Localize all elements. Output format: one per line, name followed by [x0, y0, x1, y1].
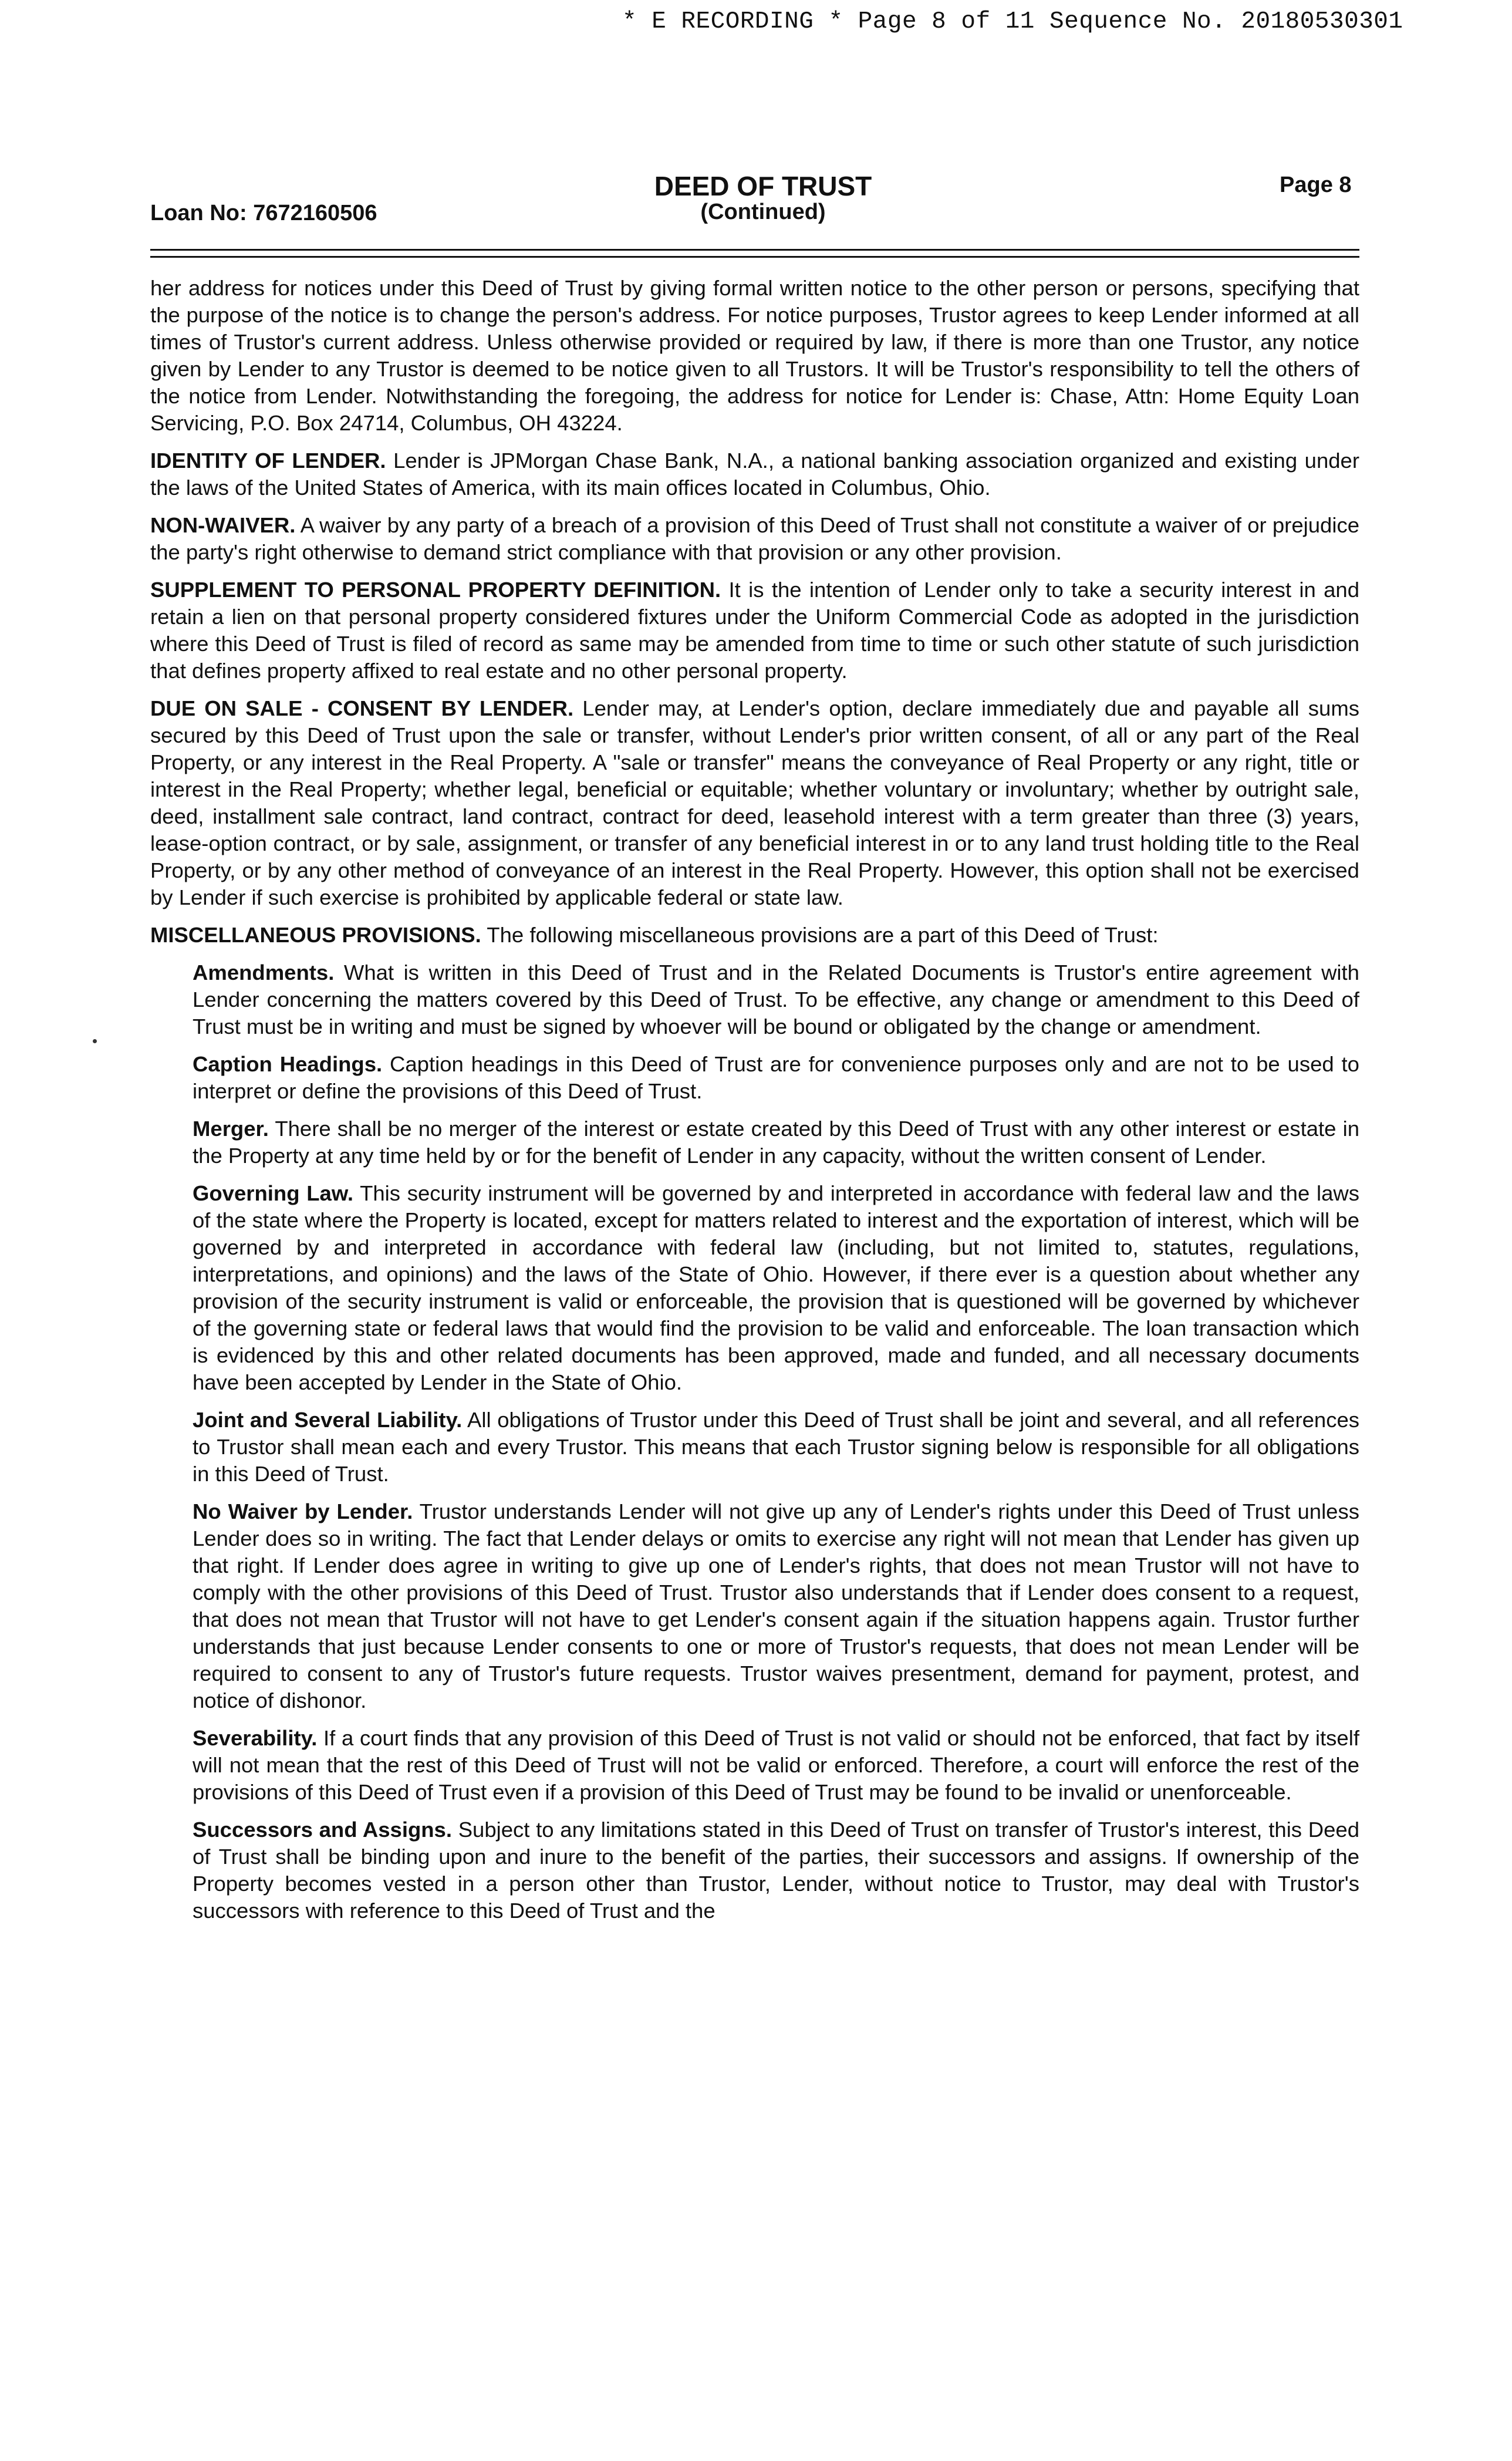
section-heading: SUPPLEMENT TO PERSONAL PROPERTY DEFINITION.: [150, 578, 721, 602]
no-waiver-by-lender-provision: [193, 1498, 1359, 1714]
provision-text: If a court finds that any provision of this Deed of Trust is not valid or should not be enforced, that fact by itself will not mean that the rest of this Deed of Trust will not be valid or enforced. Therefore, a court will enforce the rest of the provisions of this Deed of Trust even if a provision of this Deed of Trust may be found to be invalid or unenforceable.: [193, 1726, 1359, 1804]
non-waiver-section: [150, 512, 1359, 566]
provision-text: What is written in this Deed of Trust and in the Related Documents is Trustor's entire agreement with Lender concerning the matters covered by this Deed of Trust. To be effective, any change or amendment to this Deed of Trust must be in writing and must be signed by whoever will be bound or obligated by the change or amendment.: [193, 960, 1359, 1039]
section-text: Lender may, at Lender's option, declare immediately due and payable all sums secured by this Deed of Trust upon the sale or transfer, without Lender's prior written consent, of all or any part of the Real Property, or any interest in the Real Property. A "sale or transfer" means the conveyance of Real Property or any right, title or interest in the Real Property; whether legal, beneficial or equitable; whether voluntary or involuntary; whether by outright sale, deed, installment sale contract, land contract, contract for deed, leasehold interest with a term greater than three (3) years, lease-option contract, or by sale, assignment, or transfer of any beneficial interest in or to any land trust holding title to the Real Property, or by any other method of conveyance of an interest in the Real Property. However, this option shall not be exercised by Lender if such exercise is prohibited by applicable federal or state law.: [150, 696, 1359, 909]
provision-heading: Caption Headings.: [193, 1052, 383, 1076]
margin-dot-mark: [93, 1039, 97, 1043]
provision-text: Subject to any limitations stated in this Deed of Trust on transfer of Trustor's interest, this Deed of Trust shall be binding upon and inure to the benefit of the parties, their successors and assigns. If ownership of the Property becomes vested in a person other than Trustor, Lender, without notice to Trustor, may deal with Trustor's successors with reference to this Deed of Trust and the: [193, 1818, 1360, 1923]
merger-provision: [193, 1115, 1359, 1169]
severability-provision: [193, 1725, 1359, 1806]
provision-heading: Governing Law.: [193, 1181, 353, 1205]
section-text: A waiver by any party of a breach of a provision of this Deed of Trust shall not constitute a waiver of or prejudice the party's right otherwise to demand strict compliance with that provision or any other provision.: [150, 513, 1359, 564]
document-title: DEED OF TRUST: [654, 171, 872, 201]
successors-assigns-provision: [193, 1816, 1359, 1924]
provision-text: There shall be no merger of the interest or estate created by this Deed of Trust with any other interest or estate in the Property at any time held by or for the benefit of Lender in any capacity, without the written consent of Lender.: [193, 1117, 1360, 1168]
governing-law-provision: [193, 1180, 1359, 1396]
provision-text: Caption headings in this Deed of Trust are for convenience purposes only and are not to be used to interpret or define the provisions of this Deed of Trust.: [193, 1052, 1359, 1103]
identity-of-lender-section: [150, 447, 1359, 501]
provision-text: Trustor understands Lender will not give up any of Lender's rights under this Deed of Trust unless Lender does so in writing. The fact that Lender delays or omits to exercise any right will not mean that Lender has given up that right. If Lender does agree in writing to give up one of Lender's rights, that does not mean Trustor will not have to comply with the other provisions of this Deed of Trust. Trustor also understands that if Lender does consent to a request, that does not mean that Trustor will not have to get Lender's consent again if the situation happens again. Trustor further understands that just because Lender consents to one or more of Trustor's requests, that does not mean Lender will be required to consent to any of Trustor's future requests. Trustor waives presentment, demand for payment, protest, and notice of dishonor.: [193, 1499, 1359, 1712]
section-heading: DUE ON SALE - CONSENT BY LENDER.: [150, 696, 574, 720]
section-text: It is the intention of Lender only to take a security interest in and retain a lien on that personal property considered fixtures under the Uniform Commercial Code as adopted in the jurisdiction where this Deed of Trust is filed of record as same may be amended from time to time or such other statute of such jurisdiction that defines property affixed to real estate and no other personal property.: [150, 578, 1359, 683]
section-text: The following miscellaneous provisions are a part of this Deed of Trust:: [487, 923, 1159, 947]
section-text: Lender is JPMorgan Chase Bank, N.A., a national banking association organized and existing under the laws of the United States of America, with its main offices located in Columbus, Ohio.: [150, 449, 1359, 500]
recording-stamp-line: * E RECORDING * Page 8 of 11 Sequence No. 20180530301: [622, 8, 1403, 35]
provision-heading: Successors and Assigns.: [193, 1818, 452, 1842]
joint-several-liability-provision: [193, 1407, 1359, 1488]
provision-heading: Merger.: [193, 1117, 269, 1141]
header-divider-top: [150, 249, 1359, 251]
provision-text: This security instrument will be governed by and interpreted in accordance with federal law and the laws of the state where the Property is located, except for matters related to interest and the exportation of interest, which will be governed by and interpreted in accordance with federal law (including, but not limited to, statutes, regulations, interpretations, and opinions) and the laws of the State of Ohio. However, if there ever is a question about whether any provision of the security instrument is valid or enforceable, the provision that is questioned will be governed by whichever of the governing state or federal laws that would find the provision to be valid and enforceable. The loan transaction which is evidenced by this and other related documents has been approved, made and funded, and all necessary documents have been accepted by Lender in the State of Ohio.: [193, 1181, 1360, 1394]
page-number: Page 8: [1280, 173, 1352, 197]
notice-address-paragraph: her address for notices under this Deed of Trust by giving formal written notice to the other person or persons, specifying that the purpose of the notice is to change the person's address. For notice purposes, Trustor agrees to keep Lender informed at all times of Trustor's current address. Unless otherwise provided or required by law, if there is more than one Trustor, any notice given by Lender to any Trustor is deemed to be notice given to all Trustors. It will be Trustor's responsibility to tell the others of the notice from Lender. Notwithstanding the foregoing, the address for notice for Lender is: Chase, Attn: Home Equity Loan Servicing, P.O. Box 24714, Columbus, OH 43224.: [150, 276, 1359, 435]
provision-text: All obligations of Trustor under this Deed of Trust shall be joint and several, and all references to Trustor shall mean each and every Trustor. This means that each Trustor signing below is responsible for all obligations in this Deed of Trust.: [193, 1408, 1359, 1486]
section-heading: NON-WAIVER.: [150, 513, 296, 537]
section-heading: IDENTITY OF LENDER.: [150, 449, 386, 473]
miscellaneous-provisions-section: [150, 922, 1359, 949]
section-heading: MISCELLANEOUS PROVISIONS.: [150, 923, 481, 947]
provision-heading: Severability.: [193, 1726, 318, 1750]
loan-number: Loan No: 7672160506: [150, 201, 377, 225]
document-body: [150, 275, 1359, 1935]
supplement-personal-property-section: [150, 577, 1359, 685]
header-divider-bottom: [150, 256, 1359, 258]
provision-heading: No Waiver by Lender.: [193, 1499, 413, 1523]
document-subtitle: (Continued): [700, 200, 826, 224]
provision-heading: Amendments.: [193, 960, 335, 985]
provision-heading: Joint and Several Liability.: [193, 1408, 463, 1432]
due-on-sale-section: [150, 695, 1359, 911]
amendments-provision: [193, 959, 1359, 1040]
caption-headings-provision: [193, 1051, 1359, 1105]
